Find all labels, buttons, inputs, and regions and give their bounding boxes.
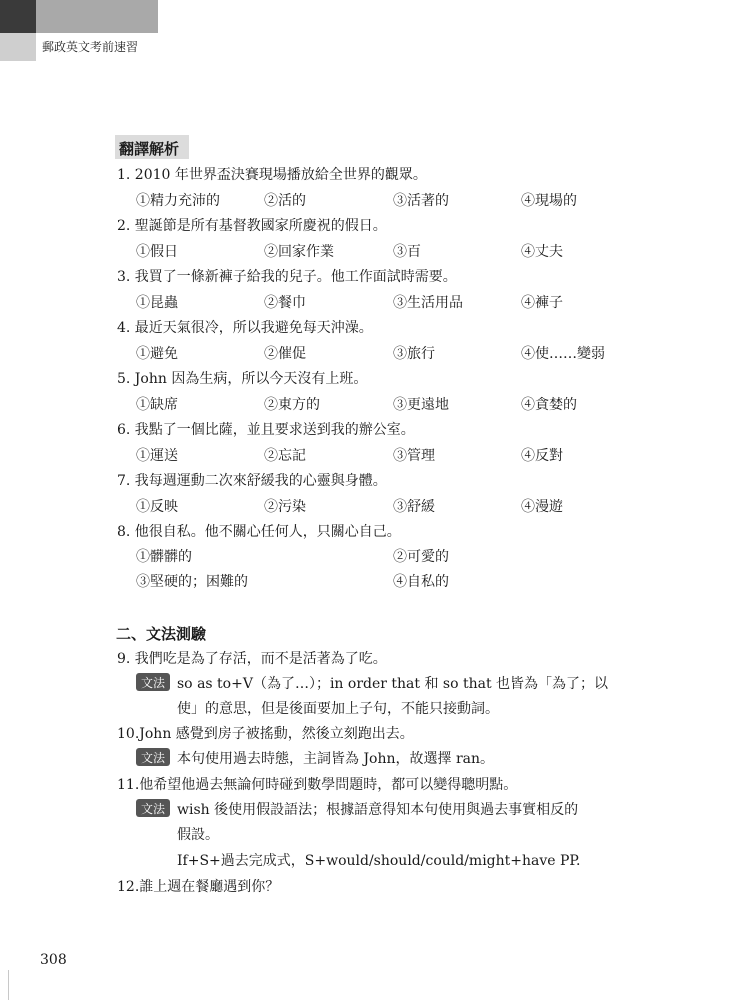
q1-option-1: ①精力充沛的: [136, 193, 220, 209]
question-7: 7. 我每週運動二次來舒緩我的心靈與身體。: [117, 473, 387, 489]
gutter-mark: [8, 970, 9, 1000]
q3-option-4: ④褲子: [521, 295, 563, 311]
q4-option-4: ④使……變弱: [521, 346, 605, 362]
page-number: 308: [40, 952, 67, 968]
q7-option-2: ②污染: [264, 499, 306, 515]
question-4: 4. 最近天氣很冷，所以我避免每天沖澡。: [117, 320, 373, 336]
q6-option-1: ①運送: [136, 448, 178, 464]
q11-note-line-2: 假設。: [177, 827, 219, 843]
q1-option-2: ②活的: [264, 193, 306, 209]
q8-option-1: ①髒髒的: [136, 549, 192, 565]
q9-note-line-1: so as to+V（為了…）；in order that 和 so that 也皆為「為了；以: [177, 676, 609, 692]
q11-note-line-1: wish 後使用假設語法；根據語意得知本句使用與過去事實相反的: [177, 802, 579, 818]
question-9: 9. 我們吃是為了存活，而不是活著為了吃。: [117, 651, 387, 667]
header-gray-band: [36, 0, 158, 33]
q2-option-4: ④丈夫: [521, 244, 563, 260]
q1-option-3: ③活著的: [393, 193, 449, 209]
q11-note-line-3: If+S+過去完成式，S+would/should/could/might+have PP.: [177, 853, 581, 869]
q8-option-4: ④自私的: [393, 574, 449, 590]
q2-option-1: ①假日: [136, 244, 178, 260]
section-title-translation: 翻譯解析: [119, 140, 180, 158]
question-3: 3. 我買了一條新褲子給我的兒子。他工作面試時需要。: [117, 269, 457, 285]
question-12: 12.誰上週在餐廳遇到你？: [117, 879, 280, 895]
q7-option-1: ①反映: [136, 499, 178, 515]
question-11: 11.他希望他過去無論何時碰到數學問題時，都可以變得聰明點。: [117, 777, 518, 793]
book-title: 郵政英文考前速習: [42, 40, 139, 54]
header-dark-block: [0, 0, 36, 33]
q3-option-2: ②餐巾: [264, 295, 306, 311]
question-1: 1. 2010 年世界盃決賽現場播放給全世界的觀眾。: [117, 167, 427, 183]
question-5: 5. John 因為生病，所以今天沒有上班。: [117, 371, 368, 387]
section-title-grammar: 二、文法測驗: [116, 625, 207, 643]
q6-option-3: ③管理: [393, 448, 435, 464]
q1-option-4: ④現場的: [521, 193, 577, 209]
question-6: 6. 我點了一個比薩，並且要求送到我的辦公室。: [117, 422, 415, 438]
q8-option-2: ②可愛的: [393, 549, 449, 565]
q5-option-1: ①缺席: [136, 397, 178, 413]
q7-option-4: ④漫遊: [521, 499, 563, 515]
grammar-badge: 文法: [136, 799, 170, 817]
q4-option-3: ③旅行: [393, 346, 435, 362]
header-side-block: [0, 33, 36, 61]
grammar-badge: 文法: [136, 673, 170, 691]
q2-option-2: ②回家作業: [264, 244, 334, 260]
question-10: 10.John 感覺到房子被搖動，然後立刻跑出去。: [117, 726, 414, 742]
q6-option-2: ②忘記: [264, 448, 306, 464]
question-2: 2. 聖誕節是所有基督教國家所慶祝的假日。: [117, 218, 387, 234]
q4-option-2: ②催促: [264, 346, 306, 362]
question-8: 8. 他很自私。他不關心任何人，只關心自己。: [117, 524, 401, 540]
q4-option-1: ①避免: [136, 346, 178, 362]
q5-option-2: ②東方的: [264, 397, 320, 413]
q3-option-3: ③生活用品: [393, 295, 463, 311]
q8-option-3: ③堅硬的；困難的: [136, 574, 248, 590]
grammar-badge: 文法: [136, 748, 170, 766]
q2-option-3: ③百: [393, 244, 421, 260]
q9-note-line-2: 使」的意思，但是後面要加上子句，不能只接動詞。: [177, 701, 499, 717]
q7-option-3: ③舒緩: [393, 499, 435, 515]
q10-note-line-1: 本句使用過去時態，主詞皆為 John，故選擇 ran。: [177, 751, 495, 767]
q5-option-3: ③更遠地: [393, 397, 449, 413]
q5-option-4: ④貪婪的: [521, 397, 577, 413]
q6-option-4: ④反對: [521, 448, 563, 464]
q3-option-1: ①昆蟲: [136, 295, 178, 311]
